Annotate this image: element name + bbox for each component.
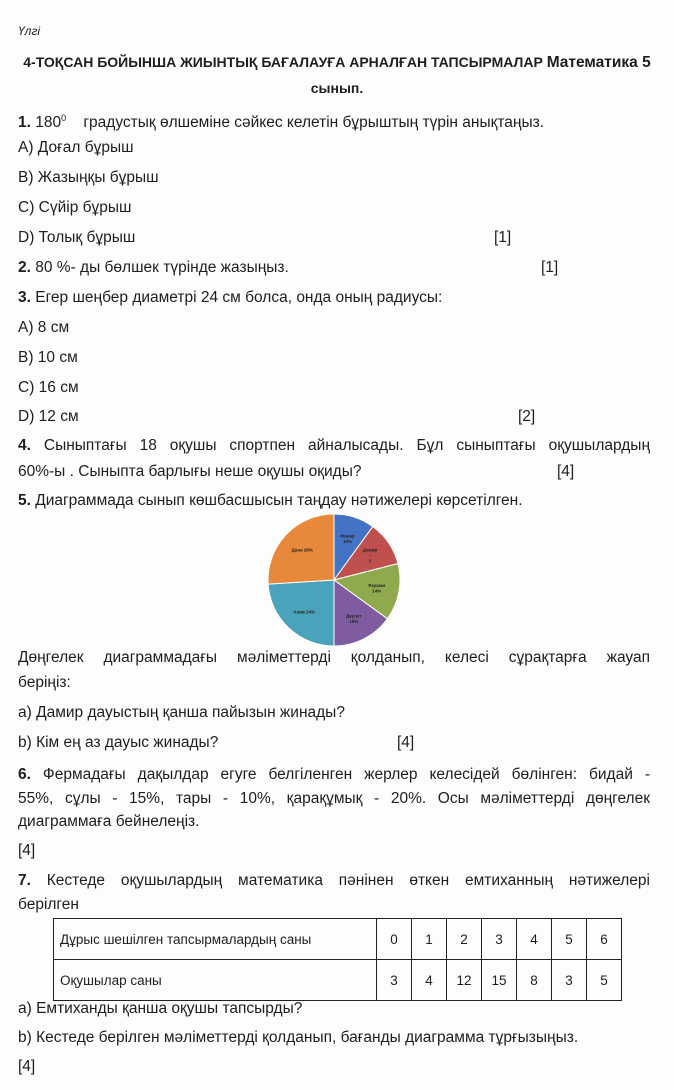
question-6-line1 [18, 765, 650, 785]
question-4-line1 [18, 436, 650, 456]
q6-text-line1: Фермадағы дақылдар егуге белгіленген жерлер келесідей бөлінген: бидай - [42, 766, 650, 783]
q5-part-b: b) Кім ең аз дауыс жинады? [18, 734, 219, 751]
table-cell: 1 [412, 919, 447, 960]
table-cell: 5 [552, 919, 587, 960]
table-row [54, 919, 622, 960]
q7-text-line1: Кестеде оқушылардың математика пәнінен өткен емтиханның нәтижелері [46, 872, 650, 889]
q6-text-line2: 55%, сұлы - 15%, тары - 10%, қарақұмық - 20%. Осы мәліметтерді дөңгелек [18, 790, 650, 807]
q1-text: градустық өлшеміне сәйкес келетін бұрыштың түрін анықтаңыз. [83, 114, 545, 132]
q2-number: 2. [18, 259, 31, 276]
table-cell: 3 [552, 960, 587, 1001]
table-row-header: Дұрыс шешілген тапсырмалардың саны [54, 919, 377, 960]
q3-option-b: B) 10 см [18, 349, 78, 366]
q7-number: 7. [18, 872, 31, 889]
question-5 [18, 491, 523, 511]
title-subject: Математика 5 [546, 54, 651, 71]
q1-value: 180 [35, 114, 62, 132]
q5-instruction-line2: беріңіз: [18, 674, 71, 691]
table-row-header: Оқушылар саны [54, 960, 377, 1001]
q7-text-line2: берілген [18, 896, 79, 913]
question-3 [18, 288, 442, 308]
q3-mark: [2] [518, 408, 536, 425]
q4-number: 4. [18, 437, 31, 454]
q5-mark: [4] [397, 734, 415, 751]
results-table [53, 918, 622, 1001]
table-cell: 12 [447, 960, 482, 1001]
table-cell: 5 [587, 960, 622, 1001]
q7-part-b: b) Кестеде берілген мәліметтерді қолданып, бағанды диаграмма тұрғызыңыз. [18, 1029, 579, 1046]
q1-number: 1. [18, 114, 31, 132]
q3-text: Егер шеңбер диаметрі 24 см болса, онда оның радиусы: [35, 289, 443, 306]
q1-option-c: C) Сүйір бұрыш [18, 199, 132, 216]
q3-option-d: D) 12 см [18, 408, 79, 425]
q3-option-c: C) 16 см [18, 379, 79, 396]
table-cell: 6 [587, 919, 622, 960]
q1-option-b: B) Жазыңқы бұрыш [18, 169, 159, 186]
pie-label-2: Раушан 14% [368, 582, 386, 594]
table-cell: 4 [412, 960, 447, 1001]
sample-label: Үлгі [18, 24, 41, 38]
pie-label-1: Дамир -? [362, 547, 378, 564]
title-line2: сынып. [310, 80, 364, 96]
pie-label-4: Алия 24% [293, 609, 316, 615]
q3-number: 3. [18, 289, 31, 306]
q1-mark: [1] [494, 229, 512, 246]
q4-text-line1: Сыныптағы 18 оқушы спортпен айналысады. Бұл сыныптағы оқушылардың [43, 437, 651, 454]
q4-text-line2: 60%-ы . Сыныпта барлығы неше оқушы оқиды? [18, 463, 362, 480]
q6-text-line3: диаграммаға бейнелеңіз. [18, 813, 200, 830]
q4-mark: [4] [557, 463, 575, 480]
table-cell: 15 [482, 960, 517, 1001]
pie-label-3: Дәулет 15% [345, 613, 362, 625]
q2-mark: [1] [541, 259, 559, 276]
q2-text: 80 %- ды бөлшек түрінде жазыңыз. [35, 259, 289, 276]
q6-number: 6. [18, 766, 31, 783]
title-line1: 4-ТОҚСАН БОЙЫНША ЖИЫНТЫҚ БАҒАЛАУҒА АРНАЛҒАН ТАПСЫРМАЛАР [23, 54, 543, 70]
q6-mark: [4] [18, 842, 36, 859]
q7-mark: [4] [18, 1058, 36, 1075]
q7-part-a: a) Емтиханды қанша оқушы тапсырды? [18, 1000, 303, 1017]
pie-label-0: Жанар 10% [340, 533, 355, 544]
q1-option-a: A) Доғал бұрыш [18, 139, 134, 156]
worksheet-title [0, 54, 674, 72]
table-cell: 2 [447, 919, 482, 960]
pie-label-5: Дана 26% [291, 547, 313, 553]
q5-instruction-line1: Дөңгелек диаграммадағы мәліметтерді қолданып, келесі сұрақтарға жауап [18, 649, 650, 666]
q1-degree: 0 [61, 113, 67, 123]
question-7-line1 [18, 871, 650, 891]
q5-part-a: a) Дамир дауыстың қанша пайызын жинады? [18, 704, 345, 721]
table-cell: 3 [482, 919, 517, 960]
table-cell: 4 [517, 919, 552, 960]
q5-number: 5. [18, 492, 31, 509]
table-cell: 8 [517, 960, 552, 1001]
question-1 [18, 108, 544, 133]
question-2 [18, 258, 289, 278]
q3-option-a: A) 8 см [18, 319, 70, 336]
pie-chart [262, 512, 406, 648]
table-cell: 3 [377, 960, 412, 1001]
table-row [54, 960, 622, 1001]
q5-text: Диаграммада сынып көшбасшысын таңдау нәтижелері көрсетілген. [35, 492, 523, 509]
q1-option-d: D) Толық бұрыш [18, 229, 136, 246]
table-cell: 0 [377, 919, 412, 960]
